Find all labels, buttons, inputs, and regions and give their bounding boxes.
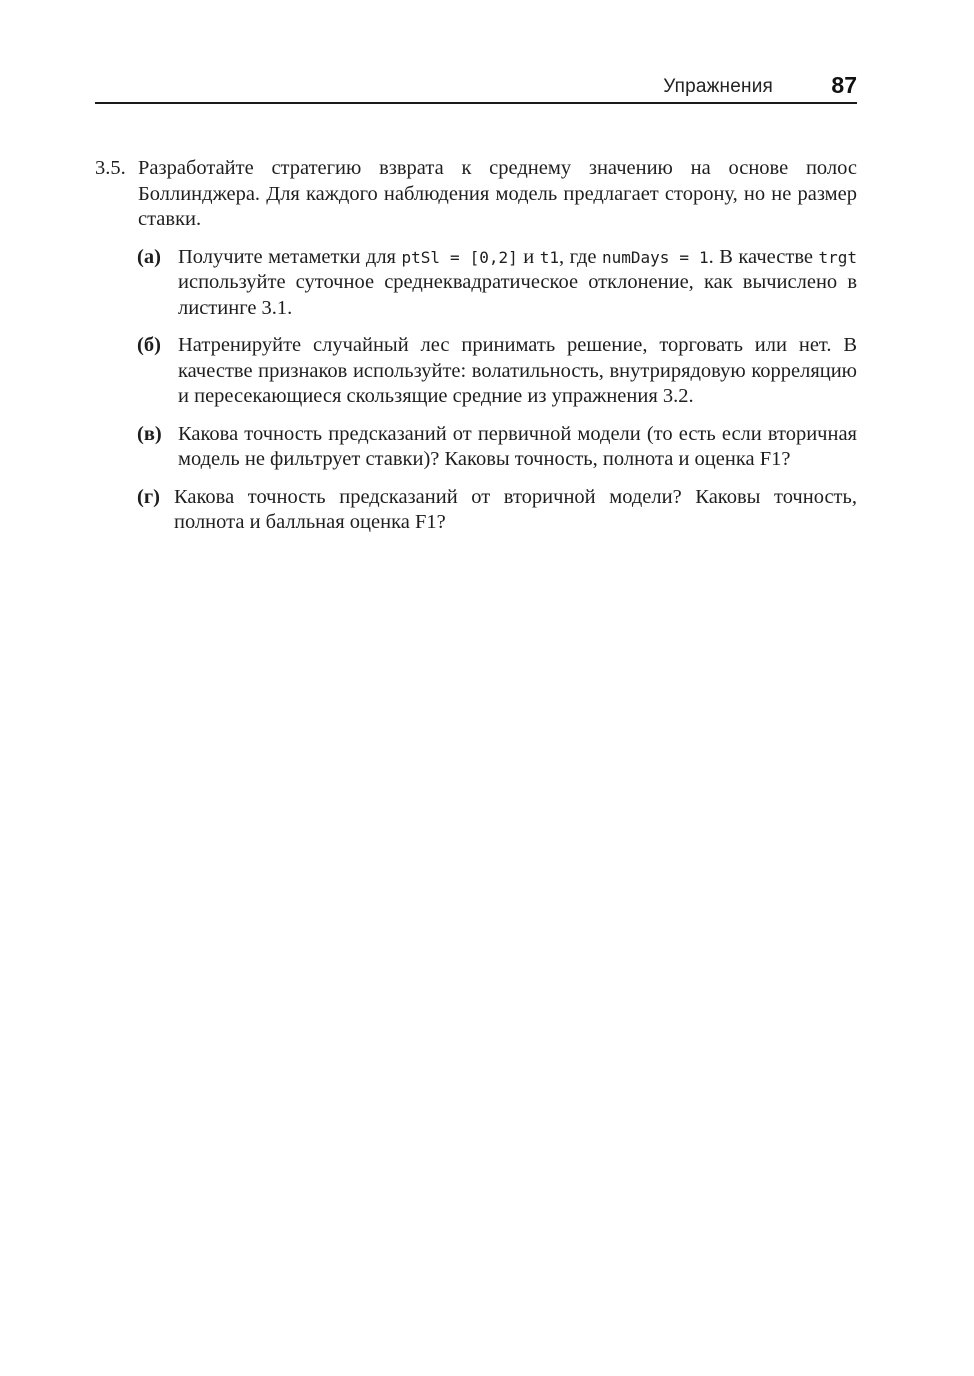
exercise-text: Разработайте стратегию взврата к среднему значению на основе полос Боллинджера. Для каждого наблюдения модель предлагает сторону, но не размер ставки. [138, 157, 857, 230]
exercise-3-5 [95, 156, 857, 536]
code-trgt: trgt [818, 247, 857, 267]
sub-item-label: (в) [137, 422, 162, 445]
text-run: и [517, 245, 540, 268]
text-run: . В качестве [708, 245, 819, 268]
exercise-number: 3.5. [95, 157, 126, 179]
text-run: Получите метаметки для [178, 245, 402, 268]
sub-item-a [137, 245, 857, 322]
sub-item-label: (г) [137, 485, 160, 508]
text-run: , где [558, 245, 602, 268]
code-ptsl: ptSl = [0,2] [401, 247, 518, 267]
running-header [95, 72, 857, 102]
sub-item-label: (б) [137, 334, 161, 356]
sub-item-text: Какова точность предсказаний от первичной модели (то есть если вторичная модель не фильтрует ставки)? Каковы точность, полнота и оценка F1? [178, 422, 857, 470]
page-number: 87 [831, 72, 857, 98]
header-section-title: Упражнения [663, 76, 773, 97]
text-run: используйте суточное среднеквадратическое отклонение, как вычислено в листинге 3.1. [178, 271, 857, 319]
code-t1: t1 [539, 247, 559, 267]
sub-item-v [137, 422, 857, 473]
sub-item-label: (а) [137, 245, 161, 268]
sub-item-text: Натренируйте случайный лес принимать решение, торговать или нет. В качестве признаков используйте: волатильность, внутрирядовую корреляцию и пересекающиеся скользящие средние из упражнения 3.2. [178, 334, 857, 407]
header-rule [95, 102, 857, 104]
sub-item-text [178, 245, 857, 322]
sub-item-b [137, 333, 857, 410]
code-numdays: numDays = 1 [601, 247, 709, 267]
sub-item-g [137, 485, 857, 536]
sub-item-text: Какова точность предсказаний от вторичной модели? Каковы точность, полнота и балльная оценка F1? [174, 485, 857, 533]
